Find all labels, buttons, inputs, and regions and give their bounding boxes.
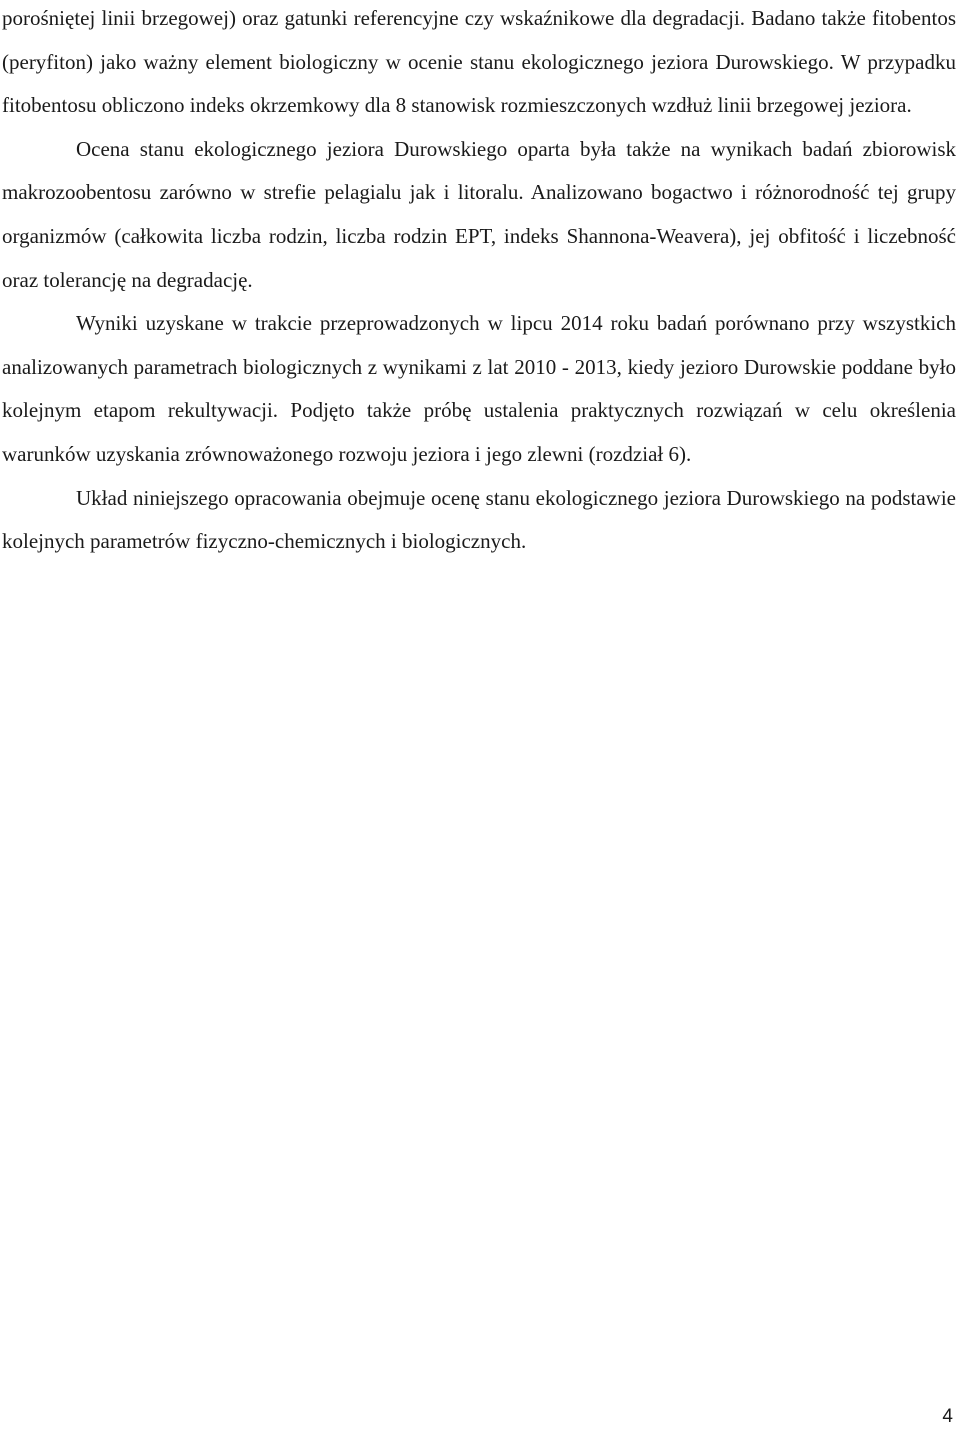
paragraph-3: Wyniki uzyskane w trakcie przeprowadzonych w lipcu 2014 roku badań porównano przy wszystkich analizowanych parametrach biologicznych z wynikami z lat 2010 - 2013, kiedy jezioro Durowskie poddane było kolejnym etapom rekultywacji. Podjęto także próbę ustalenia praktycznych rozwiązań w celu określenia warunków uzyskania zrównoważonego rozwoju jeziora i jego zlewni (rozdział 6).	[2, 311, 956, 466]
paragraph-4: Układ niniejszego opracowania obejmuje ocenę stanu ekologicznego jeziora Durowskiego na podstawie kolejnych parametrów fizyczno-chemicznych i biologicznych.	[2, 485, 956, 554]
paragraph-1: porośniętej linii brzegowej) oraz gatunki referencyjne czy wskaźnikowe dla degradacji. Badano także fitobentos (peryfiton) jako ważny element biologiczny w ocenie stanu ekologicznego jeziora Durowskiego. W przypadku fitobentosu obliczono indeks okrzemkowy dla 8 stanowisk rozmieszczonych wzdłuż linii brzegowej jeziora.	[2, 6, 956, 118]
page-number: 4	[942, 1406, 953, 1427]
paragraph-2: Ocena stanu ekologicznego jeziora Durowskiego oparta była także na wynikach badań zbiorowisk makrozoobentosu zarówno w strefie pelagialu jak i litoralu. Analizowano bogactwo i różnorodność tej grupy organizmów (całkowita liczba rodzin, liczba rodzin EPT, indeks Shannona-Weavera), jej obfitość i liczebność oraz tolerancję na degradację.	[2, 136, 956, 292]
body-text	[2, 0, 956, 564]
